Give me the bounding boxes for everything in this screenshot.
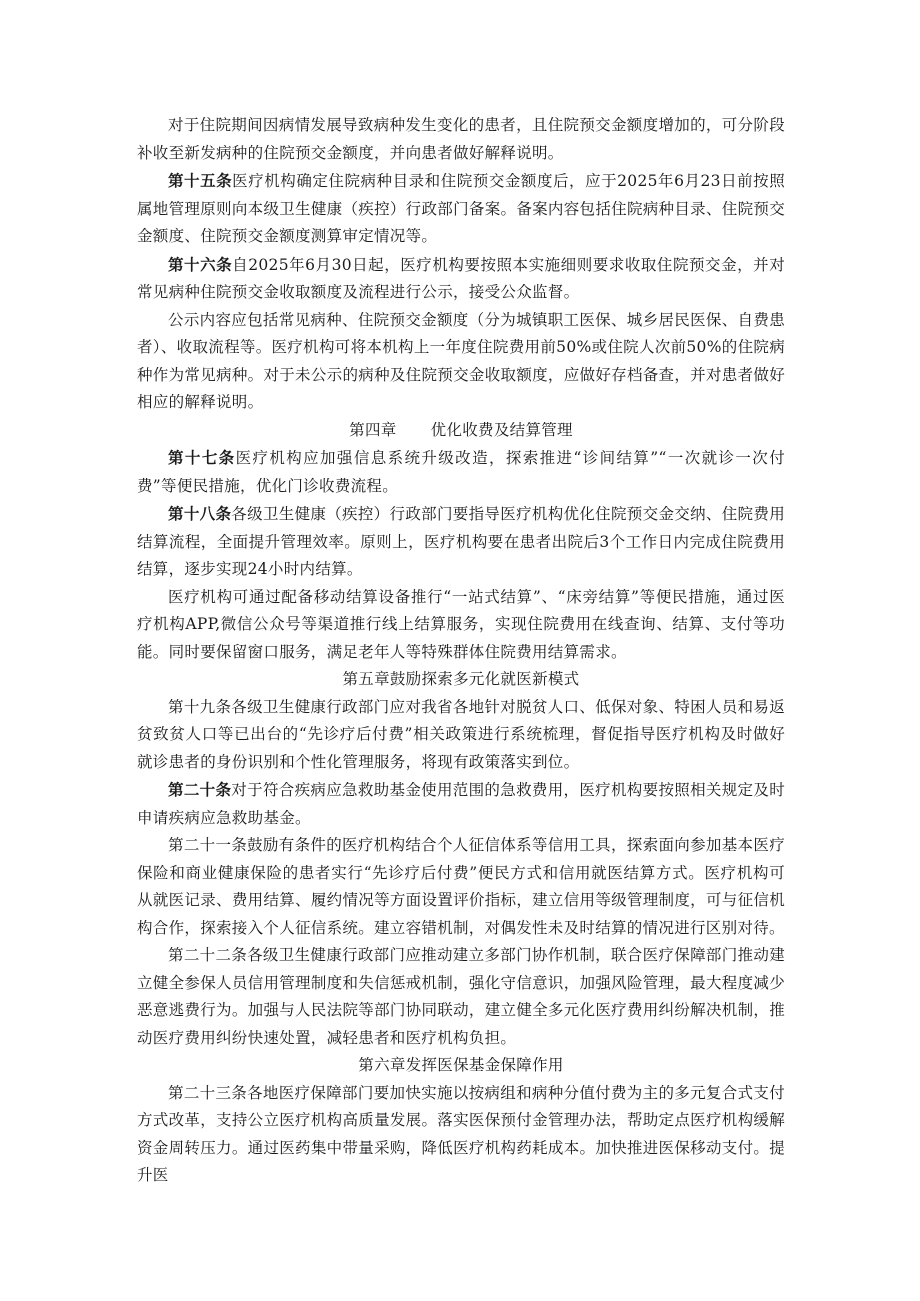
chapter-4-title: 优化收费及结算管理 <box>430 420 573 439</box>
article-22: 第二十二条各级卫生健康行政部门应推动建立多部门协作机制，联合医疗保障部门推动建立健全参保人员信用管理制度和失信惩戒机制，强化守信意识，加强风险管理，最大程度减少恶意逃费行为。加强与人民法院等部门协同联动，建立健全多元化医疗费用纠纷解决机制，推动医疗费用纠纷快速处置，减轻患者和医疗机构负担。 <box>137 946 785 1047</box>
article-16 <box>137 251 785 307</box>
article-18-body: 各级卫生健康（疾控）行政部门要指导医疗机构优化住院预交金交纳、住院费用结算流程，全面提升管理效率。原则上，医疗机构要在患者出院后3个工作日内完成住院费用结算，逐步实现24小时内结算。 <box>137 505 785 578</box>
article-20-body: 对于符合疾病应急救助基金使用范围的急救费用，医疗机构要按照相关规定及时申请疾病应急救助基金。 <box>137 781 785 827</box>
article-16-heading: 第十六条 <box>168 254 233 274</box>
article-15 <box>137 167 785 251</box>
article-17-body: 医疗机构应加强信息系统升级改造，探索推进“诊间结算”“一次就诊一次付费”等便民措施，优化门诊收费流程。 <box>137 449 785 495</box>
chapter-5-heading: 第五章鼓励探索多元化就医新模式 <box>342 670 580 688</box>
chapter-4-number: 第四章 <box>349 420 397 439</box>
article-20 <box>137 776 785 832</box>
chapter-6-heading: 第六章发挥医保基金保障作用 <box>358 1056 564 1074</box>
article-17-heading: 第十七条 <box>168 448 236 467</box>
paragraph-mobile-settlement: 医疗机构可通过配备移动结算设备推行“一站式结算”、“床旁结算”等便民措施，通过医疗机构APP,微信公众号等渠道推行线上结算服务，实现住院费用在线查询、结算、支付等功能。同时要保留窗口服务，满足老年人等特殊群体住院费用结算需求。 <box>137 587 785 661</box>
article-19: 第十九条各级卫生健康行政部门应对我省各地针对脱贫人口、低保对象、特困人员和易返贫致贫人口等已出台的“先诊疗后付费”相关政策进行系统梳理，督促指导医疗机构及时做好就诊患者的身份识别和个性化管理服务，将现有政策落实到位。 <box>137 697 785 771</box>
article-23: 第二十三条各地医疗保障部门要加快实施以按病组和病种分值付费为主的多元复合式支付方式改革，支持公立医疗机构高质量发展。落实医保预付金管理办法，帮助定点医疗机构缓解资金周转压力。通过医药集中带量采购，降低医疗机构药耗成本。加快推进医保移动支付。提升医 <box>137 1083 785 1184</box>
paragraph-disease-change: 对于住院期间因病情发展导致病种发生变化的患者，且住院预交金额度增加的，可分阶段补收至新发病种的住院预交金额度，并向患者做好解释说明。 <box>137 116 785 162</box>
article-15-body: 医疗机构确定住院病种目录和住院预交金额度后，应于2025年6月23日前按照属地管理原则向本级卫生健康（疾控）行政部门备案。备案内容包括住院病种目录、住院预交金额度、住院预交金额度测算审定情况等。 <box>137 172 785 245</box>
article-21: 第二十一条鼓励有条件的医疗机构结合个人征信体系等信用工具，探索面向参加基本医疗保险和商业健康保险的患者实行“先诊疗后付费”便民方式和信用就医结算方式。医疗机构可从就医记录、费用结算、履约情况等方面设置评价指标，建立信用等级管理制度，可与征信机构合作，探索接入个人征信系统。建立容错机制，对偶发性未及时结算的情况进行区别对待。 <box>137 836 785 937</box>
article-17 <box>137 444 785 500</box>
paragraph-public-notice: 公示内容应包括常见病种、住院预交金额度（分为城镇职工医保、城乡居民医保、自费患者）、收取流程等。医疗机构可将本机构上一年度住院费用前50%或住院人次前50%的住院病种作为常见病种。对于未公示的病种及住院预交金收取额度，应做好存档备查，并对患者做好相应的解释说明。 <box>137 310 785 411</box>
article-15-heading: 第十五条 <box>168 171 233 190</box>
article-18-heading: 第十八条 <box>168 504 232 523</box>
article-18 <box>137 500 785 584</box>
document-page <box>137 112 785 1190</box>
article-20-heading: 第二十条 <box>168 780 232 799</box>
chapter-4-heading <box>137 417 785 445</box>
article-16-body: 自2025年6月30日起，医疗机构要按照本实施细则要求收取住院预交金，并对常见病种住院预交金收取额度及流程进行公示，接受公众监督。 <box>137 255 785 301</box>
